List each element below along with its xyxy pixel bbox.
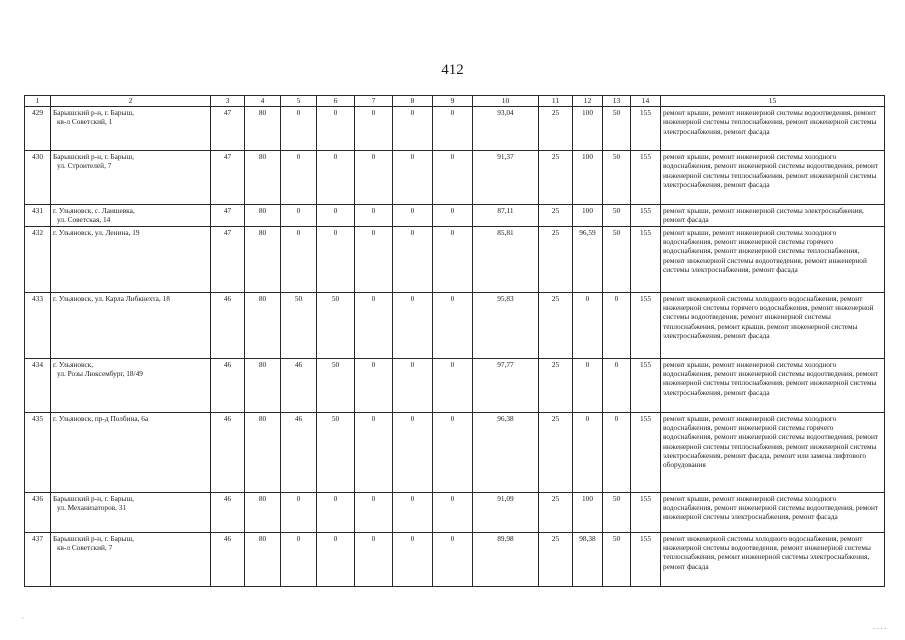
value-cell-6: 0 — [317, 107, 355, 151]
value-cell-10: 89,98 — [473, 532, 539, 586]
address-line: кв-л Советский, 1 — [57, 117, 113, 127]
value-cell-11: 25 — [539, 358, 573, 412]
address-line: ул. Строителей, 7 — [57, 161, 112, 171]
value-cell-6: 50 — [317, 358, 355, 412]
value-cell-5: 0 — [281, 151, 317, 205]
value-cell-13: 50 — [603, 151, 631, 205]
repair-register-table — [24, 95, 885, 587]
address-line: г. Ульяновск, с. Лаишевка, — [53, 206, 135, 215]
value-cell-4: 80 — [245, 412, 281, 492]
table-row — [25, 412, 885, 492]
page-number: 412 — [441, 62, 464, 78]
table-row — [25, 107, 885, 151]
value-cell-12: 100 — [573, 107, 603, 151]
value-cell-14: 155 — [631, 492, 661, 532]
value-cell-8: 0 — [393, 151, 433, 205]
works-cell: ремонт крыши, ремонт инженерной системы водоотведения, ремонт инженерной системы теплоснабжения, ремонт инженерной системы электроснабжения, ремонт фасада — [661, 107, 885, 151]
value-cell-6: 0 — [317, 226, 355, 292]
value-cell-12: 0 — [573, 358, 603, 412]
value-cell-5: 0 — [281, 226, 317, 292]
value-cell-13: 0 — [603, 412, 631, 492]
value-cell-11: 25 — [539, 205, 573, 227]
value-cell-8: 0 — [393, 492, 433, 532]
address-line: Барышский р-н, г. Барыш, — [53, 108, 134, 117]
value-cell-14: 155 — [631, 151, 661, 205]
address-cell — [51, 532, 211, 586]
value-cell-3: 47 — [211, 226, 245, 292]
value-cell-8: 0 — [393, 107, 433, 151]
address-line: ул. Механизаторов, 31 — [57, 502, 127, 512]
value-cell-11: 25 — [539, 412, 573, 492]
value-cell-6: 0 — [317, 205, 355, 227]
value-cell-9: 0 — [433, 492, 473, 532]
value-cell-10: 91,09 — [473, 492, 539, 532]
address-line: Барышский р-н, г. Барыш, — [53, 533, 134, 543]
column-number-6: 6 — [317, 96, 355, 107]
value-cell-12: 0 — [573, 292, 603, 358]
column-number-2: 2 — [51, 96, 211, 107]
address-line: г. Ульяновск, ул. Ленина, 19 — [53, 227, 140, 237]
value-cell-4: 80 — [245, 107, 281, 151]
address-cell — [51, 151, 211, 205]
address-cell — [51, 226, 211, 292]
value-cell-3: 46 — [211, 292, 245, 358]
address-cell — [51, 205, 211, 227]
value-cell-5: 46 — [281, 412, 317, 492]
table-row — [25, 292, 885, 358]
value-cell-3: 47 — [211, 205, 245, 227]
value-cell-14: 155 — [631, 226, 661, 292]
value-cell-7: 0 — [355, 226, 393, 292]
value-cell-8: 0 — [393, 358, 433, 412]
row-number-cell: 434 — [25, 358, 51, 412]
value-cell-5: 46 — [281, 358, 317, 412]
value-cell-9: 0 — [433, 532, 473, 586]
value-cell-3: 47 — [211, 107, 245, 151]
row-number-cell: 433 — [25, 292, 51, 358]
value-cell-5: 0 — [281, 205, 317, 227]
address-line: Барышский р-н, г. Барыш, — [53, 493, 134, 503]
value-cell-5: 0 — [281, 492, 317, 532]
works-cell: ремонт крыши, ремонт инженерной системы холодного водоснабжения, ремонт инженерной системы водоотведения, ремонт инженерной системы теплоснабжения, ремонт инженерной системы электроснабжения, ремонт фасада — [661, 358, 885, 412]
value-cell-9: 0 — [433, 358, 473, 412]
value-cell-12: 0 — [573, 412, 603, 492]
value-cell-8: 0 — [393, 205, 433, 227]
value-cell-3: 46 — [211, 358, 245, 412]
value-cell-8: 0 — [393, 226, 433, 292]
table-row — [25, 358, 885, 412]
value-cell-12: 100 — [573, 205, 603, 227]
value-cell-11: 25 — [539, 151, 573, 205]
column-number-13: 13 — [603, 96, 631, 107]
value-cell-11: 25 — [539, 492, 573, 532]
column-number-7: 7 — [355, 96, 393, 107]
address-line: ул. Советская, 14 — [57, 215, 111, 225]
value-cell-6: 0 — [317, 532, 355, 586]
works-cell: ремонт крыши, ремонт инженерной системы холодного водоснабжения, ремонт инженерной системы горячего водоснабжения, ремонт инженерной системы водоотведения, ремонт инженерной системы теплоснабжения, ремонт инженерной системы электроснабжения, ремонт фасада, ремонт или замена лифтового оборудования — [661, 412, 885, 492]
value-cell-9: 0 — [433, 226, 473, 292]
column-number-15: 15 — [661, 96, 885, 107]
works-cell: ремонт крыши, ремонт инженерной системы холодного водоснабжения, ремонт инженерной системы водоотведения, ремонт инженерной системы теплоснабжения, ремонт инженерной системы электроснабжения, ремонт фасада — [661, 151, 885, 205]
value-cell-10: 87,11 — [473, 205, 539, 227]
address-line: г. Ульяновск, ул. Карла Либкнехта, 18 — [53, 293, 170, 303]
value-cell-14: 155 — [631, 412, 661, 492]
value-cell-6: 0 — [317, 151, 355, 205]
value-cell-12: 100 — [573, 151, 603, 205]
value-cell-13: 50 — [603, 492, 631, 532]
value-cell-4: 80 — [245, 492, 281, 532]
table-row — [25, 492, 885, 532]
value-cell-14: 155 — [631, 358, 661, 412]
value-cell-10: 85,81 — [473, 226, 539, 292]
value-cell-5: 0 — [281, 532, 317, 586]
value-cell-7: 0 — [355, 358, 393, 412]
value-cell-12: 98,38 — [573, 532, 603, 586]
row-number-cell: 436 — [25, 492, 51, 532]
column-number-5: 5 — [281, 96, 317, 107]
value-cell-7: 0 — [355, 532, 393, 586]
address-cell — [51, 412, 211, 492]
value-cell-3: 46 — [211, 492, 245, 532]
value-cell-7: 0 — [355, 151, 393, 205]
value-cell-11: 25 — [539, 532, 573, 586]
value-cell-13: 0 — [603, 358, 631, 412]
scan-mark: . . . . — [873, 624, 887, 631]
value-cell-7: 0 — [355, 492, 393, 532]
value-cell-4: 80 — [245, 205, 281, 227]
column-number-8: 8 — [393, 96, 433, 107]
value-cell-5: 50 — [281, 292, 317, 358]
value-cell-4: 80 — [245, 151, 281, 205]
address-line: Барышский р-н, г. Барыш, — [53, 152, 134, 161]
address-line: ул. Розы Люксембург, 18/49 — [57, 368, 143, 378]
column-number-10: 10 — [473, 96, 539, 107]
value-cell-3: 46 — [211, 532, 245, 586]
value-cell-4: 80 — [245, 358, 281, 412]
value-cell-7: 0 — [355, 107, 393, 151]
address-cell — [51, 292, 211, 358]
value-cell-13: 50 — [603, 205, 631, 227]
value-cell-6: 0 — [317, 492, 355, 532]
value-cell-13: 0 — [603, 292, 631, 358]
value-cell-3: 47 — [211, 151, 245, 205]
value-cell-5: 0 — [281, 107, 317, 151]
value-cell-9: 0 — [433, 107, 473, 151]
value-cell-9: 0 — [433, 292, 473, 358]
value-cell-10: 97,77 — [473, 358, 539, 412]
address-line: г. Ульяновск, — [53, 359, 94, 369]
value-cell-13: 50 — [603, 226, 631, 292]
value-cell-10: 96,38 — [473, 412, 539, 492]
address-cell — [51, 358, 211, 412]
address-line: г. Ульяновск, пр-д Полбина, 6а — [53, 413, 149, 423]
table-row — [25, 532, 885, 586]
column-number-4: 4 — [245, 96, 281, 107]
value-cell-10: 91,37 — [473, 151, 539, 205]
address-cell — [51, 492, 211, 532]
value-cell-6: 50 — [317, 292, 355, 358]
works-cell: ремонт крыши, ремонт инженерной системы холодного водоснабжения, ремонт инженерной системы водоотведения, ремонт инженерной системы электроснабжения, ремонт фасада — [661, 492, 885, 532]
value-cell-7: 0 — [355, 412, 393, 492]
value-cell-6: 50 — [317, 412, 355, 492]
works-cell: ремонт инженерной системы холодного водоснабжения, ремонт инженерной системы горячего водоснабжения, ремонт инженерной системы водоотведения, ремонт инженерной системы теплоснабжения, ремонт крыши, ремонт инженерной системы электроснабжения, ремонт фасада — [661, 292, 885, 358]
value-cell-9: 0 — [433, 412, 473, 492]
table-row — [25, 205, 885, 227]
address-line: кв-л Советский, 7 — [57, 542, 113, 552]
column-number-11: 11 — [539, 96, 573, 107]
value-cell-9: 0 — [433, 205, 473, 227]
value-cell-11: 25 — [539, 107, 573, 151]
value-cell-14: 155 — [631, 532, 661, 586]
value-cell-7: 0 — [355, 292, 393, 358]
table-row — [25, 226, 885, 292]
value-cell-8: 0 — [393, 292, 433, 358]
column-number-12: 12 — [573, 96, 603, 107]
value-cell-7: 0 — [355, 205, 393, 227]
value-cell-10: 95,83 — [473, 292, 539, 358]
row-number-cell: 429 — [25, 107, 51, 151]
row-number-cell: 432 — [25, 226, 51, 292]
value-cell-14: 155 — [631, 292, 661, 358]
row-number-cell: 437 — [25, 532, 51, 586]
column-number-1: 1 — [25, 96, 51, 107]
value-cell-9: 0 — [433, 151, 473, 205]
row-number-cell: 431 — [25, 205, 51, 227]
value-cell-12: 100 — [573, 492, 603, 532]
row-number-cell: 430 — [25, 151, 51, 205]
scan-mark: ´ — [22, 618, 25, 625]
table-row — [25, 151, 885, 205]
value-cell-13: 50 — [603, 107, 631, 151]
value-cell-14: 155 — [631, 107, 661, 151]
value-cell-14: 155 — [631, 205, 661, 227]
works-cell: ремонт крыши, ремонт инженерной системы электроснабжения, ремонт фасада — [661, 205, 885, 227]
value-cell-12: 96,59 — [573, 226, 603, 292]
column-number-3: 3 — [211, 96, 245, 107]
value-cell-11: 25 — [539, 292, 573, 358]
address-cell — [51, 107, 211, 151]
row-number-cell: 435 — [25, 412, 51, 492]
column-number-9: 9 — [433, 96, 473, 107]
value-cell-4: 80 — [245, 532, 281, 586]
value-cell-11: 25 — [539, 226, 573, 292]
value-cell-10: 93,04 — [473, 107, 539, 151]
works-cell: ремонт инженерной системы холодного водоснабжения, ремонт инженерной системы водоотведения, ремонт инженерной системы теплоснабжения, ремонт инженерной системы электроснабжения, ремонт фасада — [661, 532, 885, 586]
value-cell-4: 80 — [245, 292, 281, 358]
value-cell-4: 80 — [245, 226, 281, 292]
value-cell-8: 0 — [393, 532, 433, 586]
value-cell-8: 0 — [393, 412, 433, 492]
value-cell-3: 46 — [211, 412, 245, 492]
value-cell-13: 50 — [603, 532, 631, 586]
column-number-14: 14 — [631, 96, 661, 107]
works-cell: ремонт крыши, ремонт инженерной системы холодного водоснабжения, ремонт инженерной системы горячего водоснабжения, ремонт инженерной системы теплоснабжения, ремонт инженерной системы водоотведения, ремонт инженерной системы электроснабжения, ремонт фасада — [661, 226, 885, 292]
column-number-row — [25, 96, 885, 107]
